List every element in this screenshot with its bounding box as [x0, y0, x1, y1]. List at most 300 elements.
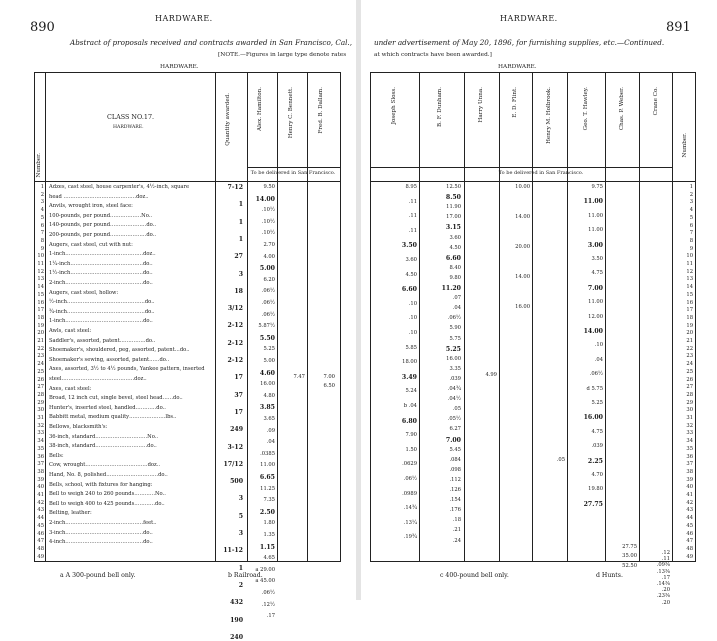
quantity-cell: 17 [234, 408, 243, 416]
sloss-price: 1.50 [405, 446, 417, 453]
hawley-price: 14.00 [583, 328, 603, 335]
weber-price: 27.75 [622, 544, 637, 550]
bennett-price: 7.47 [293, 374, 305, 380]
row-number: 28 [686, 391, 693, 398]
row-number: 39 [686, 476, 693, 483]
dunham-price: .05½ [447, 416, 461, 423]
hamilton-price: a 29.00 [255, 566, 275, 573]
bidder-dunham: B. F. Dunham. [437, 87, 443, 127]
hamilton-price: .06½ [261, 590, 275, 596]
hamilton-price: .12½ [261, 601, 275, 608]
dunham-price: 4.50 [449, 244, 461, 251]
item-description: steel……………………………………doz.. [49, 376, 147, 382]
row-number: 49 [37, 553, 44, 560]
dunham-price: .21 [452, 527, 461, 534]
hawley-price: .039 [591, 443, 603, 450]
dunham-price: .04¾ [447, 386, 461, 392]
quantity-cell: 17 [234, 374, 243, 382]
flint-price: 14.00 [515, 214, 530, 220]
row-number: 17 [37, 307, 44, 314]
unna-price: 4.99 [485, 372, 497, 378]
row-number: 21 [686, 338, 693, 344]
dunham-price: .04 [452, 305, 461, 312]
right-page [360, 0, 717, 606]
item-description: Shoemaker's, shouldered, peg, assorted, patent…do.. [49, 347, 190, 354]
hamilton-price: 2.70 [263, 242, 275, 248]
quantity-cell: 17/12 [223, 460, 243, 468]
quantity-cell: 5 [238, 512, 243, 520]
row-number: 20 [686, 330, 693, 337]
hamilton-price: 5.00 [259, 265, 275, 273]
row-number: 37 [686, 461, 693, 468]
class-subtitle: HARDWARE. [113, 125, 144, 130]
quantity-cell: 2-12 [227, 339, 243, 347]
row-number: 8 [40, 237, 44, 244]
holbrook-price: .05 [556, 457, 565, 463]
crane-price: .20 [661, 587, 670, 594]
row-number: 26 [37, 376, 44, 383]
flint-price: 10.00 [515, 184, 530, 190]
row-number: 48 [37, 545, 44, 552]
quantity-cell: 249 [230, 426, 243, 434]
right-page-number: 891 [666, 20, 691, 35]
row-number: 4 [689, 207, 693, 214]
hawley-price: 16.00 [583, 414, 603, 422]
dunham-price: .05 [452, 406, 461, 413]
row-number: 26 [686, 376, 693, 383]
row-number: 34 [686, 438, 693, 445]
row-number: 38 [686, 468, 693, 475]
quantity-cell: 240 [230, 633, 243, 641]
item-description: Belting, leather: [49, 510, 92, 517]
dunham-price: .084 [449, 456, 461, 463]
dunham-price: 8.50 [445, 194, 461, 202]
right-delivery-note: To be delivered in San Francisco. [498, 170, 584, 176]
dunham-price: .112 [449, 476, 461, 483]
weber-price: 52.50 [622, 562, 637, 569]
row-number: 34 [37, 438, 44, 445]
bidder-unna: Harry Unna. [478, 87, 484, 123]
dunham-price: .154 [449, 497, 461, 504]
row-number: 13 [37, 276, 44, 283]
row-number: 47 [686, 538, 693, 545]
row-number: 14 [37, 284, 44, 291]
hamilton-price: 2.50 [259, 508, 275, 516]
item-description: 140-pounds, per pound…………………do.. [49, 222, 156, 229]
row-number: 3 [40, 199, 44, 206]
sloss-price: .19¾ [403, 534, 417, 541]
dunham-price: .176 [449, 507, 461, 514]
dunham-price: 16.00 [446, 355, 461, 362]
bidder-crane: Crane Co. [653, 87, 659, 116]
sloss-price: b .04 [403, 403, 417, 409]
crane-price: .09⅜ [656, 562, 670, 569]
row-number: 41 [686, 492, 693, 498]
hamilton-price: 5.87½ [258, 323, 275, 330]
row-number: 32 [37, 422, 44, 429]
hawley-price: 12.00 [588, 313, 603, 320]
item-description: Bell to weigh 240 to 260 pounds…………No.. [49, 491, 166, 498]
row-number: 25 [37, 368, 44, 375]
hamilton-price: 5.25 [263, 346, 275, 353]
row-number: 28 [37, 391, 44, 398]
dunham-price: 11.20 [441, 285, 461, 292]
quantity-cell: 432 [230, 599, 243, 607]
hawley-price: 11.00 [588, 299, 603, 306]
hawley-price: 11.00 [583, 198, 603, 206]
row-number: 16 [686, 299, 693, 306]
sloss-price: .11 [408, 213, 417, 220]
row-number: 8 [689, 237, 693, 244]
quantity-cell: 1 [238, 218, 243, 226]
weber-price: 35.00 [622, 553, 637, 560]
hawley-price: 5.25 [591, 400, 603, 406]
bidder-bennett: Henry C. Bennett. [288, 87, 294, 139]
item-description: ½-inch………………………………………do.. [49, 299, 155, 306]
left-page [0, 0, 358, 641]
sloss-price: 4.50 [405, 271, 417, 278]
row-number: 42 [37, 499, 44, 506]
row-number: 15 [686, 291, 693, 298]
right-section-heading: HARDWARE. [498, 64, 537, 70]
row-number: 41 [37, 492, 44, 498]
row-number: 44 [686, 515, 693, 522]
dunham-price: 3.35 [449, 365, 461, 372]
row-number: 30 [37, 407, 44, 414]
quantity-cell: 18 [234, 287, 243, 295]
bidder-weber: Chas. P. Weber. [619, 87, 625, 131]
row-number: 38 [37, 468, 44, 475]
dunham-price: .04½ [447, 396, 461, 403]
sloss-price: .0629 [402, 461, 417, 468]
dunham-price: .126 [449, 487, 461, 493]
left-delivery-note: To be delivered in San Francisco. [250, 170, 336, 176]
right-number-header: Number. [682, 133, 688, 158]
row-number: 23 [686, 353, 693, 360]
crane-price: .14⅜ [656, 581, 670, 587]
sloss-price: 5.85 [405, 344, 417, 351]
hamilton-price: 1.80 [263, 520, 275, 527]
item-description: 1½-inch……………………………………do.. [49, 270, 153, 277]
row-number: 17 [686, 307, 693, 314]
row-number: 18 [686, 314, 693, 321]
dunham-price: 17.00 [446, 214, 461, 221]
crane-price: .13⅜ [656, 568, 670, 575]
item-description: Cow, wrought………………………………doz.. [49, 462, 161, 469]
row-number: 24 [686, 361, 693, 368]
crane-price: .23⅜ [656, 593, 670, 600]
dunham-price: 5.75 [449, 335, 461, 342]
left-running-head: HARDWARE. [155, 14, 213, 23]
row-number: 44 [37, 515, 44, 522]
row-number: 39 [37, 476, 44, 483]
row-number: 35 [37, 445, 44, 452]
row-number: 25 [686, 368, 693, 375]
hamilton-price: 4.00 [263, 253, 275, 260]
sloss-price: .11 [408, 227, 417, 234]
item-description: 38-inch, standard…………………………do.. [49, 443, 157, 450]
row-number: 48 [686, 545, 693, 552]
row-number: 36 [686, 453, 693, 460]
hamilton-price: 5.50 [259, 334, 275, 342]
quantity-cell: 37 [234, 391, 243, 399]
item-description: 1-inch………………………………………doz.. [49, 251, 156, 258]
row-number: 15 [37, 291, 44, 298]
item-description: head ……………………………………doz.. [49, 193, 149, 200]
right-footnote-d: d Hunts. [596, 572, 623, 579]
hawley-price: .04 [594, 356, 603, 363]
dunham-price: 7.00 [445, 436, 461, 444]
hamilton-price: 4.60 [259, 369, 275, 377]
hawley-price: 27.75 [583, 500, 603, 508]
item-description: Axes, assorted, 3½ to 4½ pounds, Yankee pattern, inserted [49, 366, 205, 373]
row-number: 30 [686, 407, 693, 414]
item-description: 1¼-inch……………………………………do.. [49, 260, 153, 267]
quantity-cell: 2-12 [227, 357, 243, 364]
sloss-price: 3.49 [401, 373, 417, 381]
row-number: 49 [686, 553, 693, 560]
quantity-cell: 1 [238, 235, 243, 243]
item-description: 200-pounds, per pound…………………do.. [49, 232, 156, 238]
item-description: Saddler's, assorted, patent……………do.. [49, 337, 156, 344]
row-number: 1 [689, 184, 693, 190]
hamilton-price: 4.80 [263, 392, 275, 399]
row-number: 11 [686, 261, 693, 267]
row-number: 4 [40, 207, 44, 214]
sloss-price: 5.24 [405, 388, 417, 395]
item-description: Hand, No. 8, polished…………………………do.. [49, 472, 168, 478]
crane-price: .17 [661, 574, 670, 581]
hawley-price: 11.00 [588, 227, 603, 234]
row-number: 32 [686, 422, 693, 429]
left-footnote-b: b Railroad. [228, 572, 263, 579]
quantity-cell: 2 [238, 581, 243, 589]
hamilton-price: 5.00 [263, 358, 275, 364]
row-number: 29 [686, 399, 693, 406]
quantity-cell: 11-12 [223, 547, 243, 555]
item-description: 4-inch………………………………………do.. [49, 539, 153, 546]
sloss-price: .10 [408, 315, 417, 322]
row-number: 20 [37, 330, 44, 337]
hamilton-price: 14.00 [255, 195, 275, 203]
row-number: 16 [37, 299, 44, 306]
row-number: 19 [686, 322, 693, 329]
sloss-price: .10 [408, 300, 417, 307]
row-number: 7 [689, 230, 693, 237]
row-number: 31 [686, 415, 693, 421]
row-number: 40 [686, 484, 693, 491]
hamilton-price: .10½ [261, 207, 275, 214]
item-description: 1-inch………………………………………do.. [49, 318, 153, 325]
dunham-price: 5.45 [449, 446, 461, 453]
dunham-price: 3.15 [445, 224, 461, 232]
flint-price: 20.00 [515, 244, 530, 250]
sloss-price: 6.60 [401, 286, 417, 294]
class-title: CLASS NO.17. [107, 113, 155, 121]
item-description: Awls, cast steel: [49, 328, 92, 334]
dunham-price: 6.27 [449, 426, 461, 433]
sloss-price: .14¾ [403, 505, 417, 512]
hamilton-price: 1.35 [263, 532, 275, 538]
left-section-heading: HARDWARE. [160, 64, 199, 70]
quantity-cell: 1 [238, 201, 243, 209]
bidder-sloss: Joseph Sloss. [391, 87, 397, 125]
item-description: Babbitt metal, medium quality…………………lbs.. [49, 414, 177, 421]
row-number: 10 [686, 253, 693, 260]
bidder-flint: E. D. Flint. [512, 87, 518, 118]
quantity-cell: 27 [234, 253, 243, 261]
item-description: Shoemaker's sewing, assorted, patent……do.. [49, 356, 170, 363]
row-number: 14 [686, 284, 693, 291]
row-number: 46 [37, 530, 44, 537]
hamilton-price: 3.85 [259, 404, 275, 412]
dunham-price: 8.40 [449, 264, 461, 271]
right-abstract-title: under advertisement of May 20, 1896, for furnishing supplies, etc.—Continued. [374, 38, 665, 47]
dunham-price: 5.25 [445, 345, 461, 353]
row-number: 36 [37, 453, 44, 460]
sloss-price: 18.00 [402, 359, 417, 366]
left-page-number: 890 [30, 20, 55, 35]
item-description: Bell to weigh 400 to 425 pounds…………do.. [49, 500, 165, 507]
row-number: 27 [686, 384, 693, 391]
hawley-price: 3.00 [587, 241, 603, 249]
row-number: 11 [37, 261, 44, 267]
flint-price: 16.00 [515, 304, 530, 310]
item-description: Bells, school, with fixtures for hanging: [49, 481, 153, 488]
hamilton-price: 11.25 [260, 485, 275, 492]
dunham-price: 11.90 [446, 204, 461, 211]
row-number: 12 [37, 268, 44, 275]
item-description: 2-inch………………………………………do.. [49, 280, 153, 286]
dunham-price: 12.50 [446, 184, 461, 190]
row-number: 7 [40, 230, 44, 237]
row-number: 6 [40, 222, 44, 229]
quantity-cell: 3 [238, 495, 243, 503]
quantity-cell: 2-12 [227, 322, 243, 330]
bidder-hamilton: Alex. Hamilton. [257, 87, 263, 131]
row-number: 47 [37, 538, 44, 545]
item-description: Broad, 12 inch cut, single bevel, steel head……do.. [49, 395, 183, 402]
item-description: Adzes, cast steel, house carpenter's, 4½-inch, square [49, 184, 190, 190]
row-number: 22 [686, 345, 693, 352]
sloss-price: .10 [408, 330, 417, 336]
crane-price: .20 [661, 599, 670, 606]
bidder-hawley: Geo. T. Hawley. [583, 87, 589, 131]
hamilton-price: .06½ [261, 311, 275, 318]
bidder-holbrook: Henry M. Holbrook. [546, 87, 552, 144]
hamilton-price: a 45.00 [255, 578, 275, 585]
hawley-price: .10 [594, 342, 603, 349]
hawley-price: d 5.75 [586, 385, 603, 392]
row-number: 9 [40, 245, 44, 252]
row-number: 19 [37, 322, 44, 329]
row-number: 21 [37, 338, 44, 344]
hawley-price: 4.75 [591, 428, 603, 435]
right-note: at which contracts have been awarded.] [374, 52, 492, 58]
item-description: Anvils, wrought iron, steel face: [49, 203, 133, 210]
hamilton-price: .04 [266, 439, 275, 446]
row-number: 45 [686, 522, 693, 529]
dunham-price: .18 [452, 517, 461, 524]
item-description: ¾-inch………………………………………do.. [49, 308, 155, 315]
quantity-cell: 3 [238, 530, 243, 537]
quantity-cell: 3 [238, 270, 243, 278]
row-number: 43 [37, 507, 44, 514]
quantity-cell: 7-12 [227, 184, 243, 191]
row-number: 37 [37, 461, 44, 468]
hamilton-price: 9.50 [263, 184, 275, 190]
row-number: 1 [40, 184, 44, 190]
hawley-price: 11.00 [588, 212, 603, 219]
row-number: 5 [40, 214, 44, 221]
flint-price: 14.00 [515, 274, 530, 280]
crane-price: .11 [661, 556, 670, 563]
right-footnote-c: c 400-pound bell only. [440, 572, 509, 579]
item-description: Hunter's, inserted steel, handled…………do.. [49, 404, 166, 411]
dunham-price: 9.80 [449, 274, 461, 281]
dunham-price: 3.60 [449, 234, 461, 241]
right-running-head: HARDWARE. [500, 14, 558, 23]
row-number: 33 [37, 430, 44, 437]
quantity-cell: 1 [238, 564, 243, 572]
row-number: 42 [686, 499, 693, 506]
hawley-price: .06½ [589, 371, 603, 378]
hamilton-price: 11.00 [260, 462, 275, 469]
sloss-price: .0989 [402, 490, 417, 497]
row-number: 10 [37, 253, 44, 260]
quantity-header: Quantity awarded. [225, 93, 231, 146]
hamilton-price: .10½ [261, 230, 275, 237]
bidder-dallam: Fred. B. Dallam. [318, 87, 324, 134]
row-number: 27 [37, 384, 44, 391]
hamilton-price: .06½ [261, 300, 275, 306]
item-description: Axes, cast steel: [49, 385, 92, 392]
sloss-price: 3.50 [401, 242, 417, 250]
row-number: 6 [689, 222, 693, 229]
row-number: 31 [37, 415, 44, 421]
left-number-header: Number. [36, 153, 42, 178]
left-note: [NOTE.—Figures in large type denote rates [218, 52, 347, 58]
hawley-price: 9.75 [591, 184, 603, 190]
hawley-price: 7.00 [587, 284, 603, 292]
quantity-cell: 190 [230, 616, 243, 624]
quantity-cell: 3-12 [227, 443, 243, 451]
sloss-price: .11 [408, 198, 417, 205]
item-description: 36-inch, standard…………………………No.. [49, 433, 159, 440]
hamilton-price: 6.20 [263, 276, 275, 283]
row-number: 43 [686, 507, 693, 514]
hamilton-price: 4.65 [263, 555, 275, 562]
dunham-price: .24 [452, 537, 461, 544]
hamilton-price: 1.15 [259, 543, 275, 551]
dunham-price: .098 [449, 466, 461, 473]
left-footnote-a: a A 300-pound bell only. [60, 572, 136, 579]
row-number: 35 [686, 445, 693, 452]
row-number: 5 [689, 214, 693, 221]
row-number: 29 [37, 399, 44, 406]
row-number: 9 [689, 245, 693, 252]
hamilton-price: 16.00 [260, 381, 275, 388]
row-number: 12 [686, 268, 693, 275]
hawley-price: 4.70 [591, 472, 603, 478]
dunham-price: .06½ [447, 315, 461, 322]
item-description: Augers, cast steel, cut with nut: [49, 241, 133, 248]
hamilton-price: .0385 [260, 450, 275, 457]
sloss-price: 6.80 [401, 417, 417, 425]
hawley-price: 19.80 [588, 486, 603, 493]
row-number: 46 [686, 530, 693, 537]
hamilton-price: .09 [266, 427, 275, 434]
